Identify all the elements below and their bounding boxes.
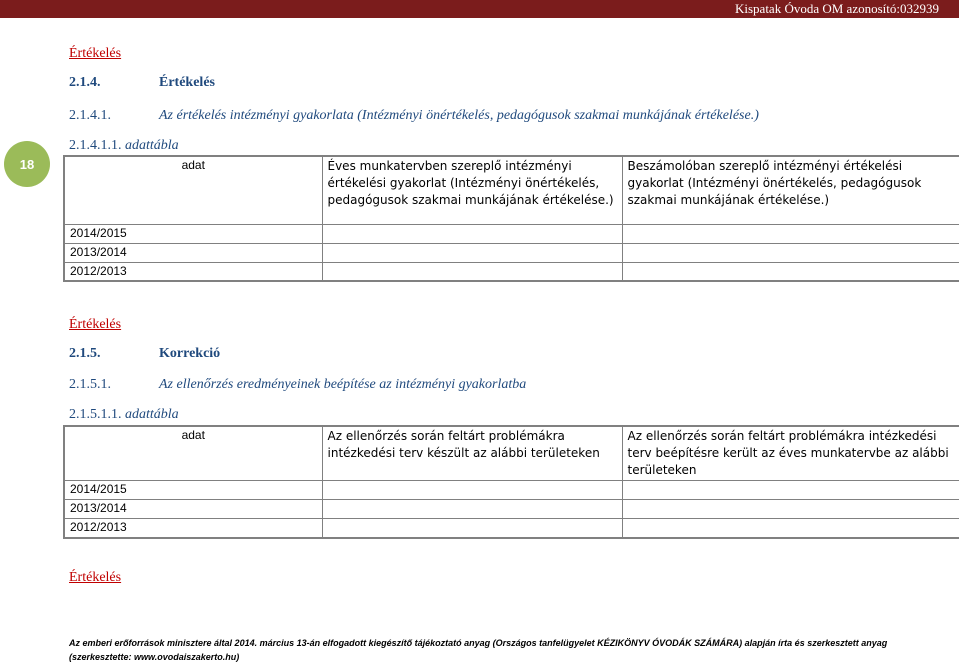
column-header-1: Az ellenőrzés során feltárt problémákra intézkedési terv készült az alábbi területeken	[322, 426, 622, 481]
table-caption-1	[69, 138, 179, 154]
table-caption-2	[69, 407, 179, 423]
table-caption-label: adattábla	[125, 407, 179, 422]
table-cell[interactable]	[622, 500, 959, 519]
corner-cell: adat	[64, 426, 322, 481]
column-header-2: Az ellenőrzés során feltárt problémákra intézkedési terv beépítésre került az éves munkatervbe az alábbi területeken	[622, 426, 959, 481]
table-row	[64, 500, 959, 519]
heading-number: 2.1.4.	[69, 75, 101, 90]
heading-number: 2.1.5.	[69, 346, 101, 361]
row-label: 2012/2013	[64, 262, 322, 281]
subheading-number: 2.1.5.1.	[69, 377, 111, 392]
table-caption-label: adattábla	[125, 138, 179, 153]
table-cell[interactable]	[622, 519, 959, 538]
ertekeles-link-2[interactable]: Értékelés	[69, 317, 122, 332]
table-row	[64, 481, 959, 500]
table-row	[64, 243, 959, 262]
table-cell[interactable]	[322, 224, 622, 243]
row-label: 2014/2015	[64, 481, 322, 500]
table-row	[64, 224, 959, 243]
page-number: 18	[19, 156, 35, 172]
page-number-badge	[4, 141, 50, 187]
table-header-row	[64, 156, 959, 224]
ertekeles-link-1[interactable]: Értékelés	[69, 46, 122, 61]
heading-title: Értékelés	[159, 75, 215, 90]
table-cell[interactable]	[622, 243, 959, 262]
heading-title: Korrekció	[159, 346, 221, 361]
table-cell[interactable]	[322, 500, 622, 519]
table-cell[interactable]	[322, 243, 622, 262]
subheading-number: 2.1.4.1.	[69, 108, 111, 123]
table-cell[interactable]	[322, 519, 622, 538]
table-cell[interactable]	[322, 262, 622, 281]
data-table-1	[63, 155, 959, 282]
subsection-heading-2-1-5-1	[69, 377, 526, 393]
row-label: 2013/2014	[64, 243, 322, 262]
column-header-2: Beszámolóban szereplő intézményi értékelési gyakorlat (Intézményi önértékelés, pedagógusok szakmai munkájának értékelése.)	[622, 156, 959, 224]
row-label: 2012/2013	[64, 519, 322, 538]
subsection-heading-2-1-4-1	[69, 108, 759, 124]
row-label: 2013/2014	[64, 500, 322, 519]
column-header-1: Éves munkatervben szereplő intézményi értékelési gyakorlat (Intézményi önértékelés, pedagógusok szakmai munkájának értékelése.)	[322, 156, 622, 224]
table-cell[interactable]	[622, 481, 959, 500]
table-caption-number: 2.1.5.1.1.	[69, 407, 122, 422]
table-header-row	[64, 426, 959, 481]
subheading-title: Az ellenőrzés eredményeinek beépítése az intézményi gyakorlatba	[159, 377, 527, 392]
table-row	[64, 262, 959, 281]
table-cell[interactable]	[622, 262, 959, 281]
header-school-name: Kispatak Óvoda OM azonosító:032939	[734, 1, 939, 16]
section-heading-2-1-5	[69, 346, 220, 362]
table-cell[interactable]	[622, 224, 959, 243]
ertekeles-link-3[interactable]: Értékelés	[69, 570, 122, 585]
document-footer: Az emberi erőforrások minisztere által 2014. március 13-án elfogadott kiegészítő tájékoztató anyag (Országos tanfelügyelet KÉZIKÖNYV ÓVODÁK SZÁMÁRA) alapján írta és szerkesztett anyag (szerkesztette: www.ovodaiszakerto.hu)	[69, 638, 888, 662]
table-row	[64, 519, 959, 538]
section-heading-2-1-4	[69, 75, 215, 91]
subheading-title: Az értékelés intézményi gyakorlata (Intézményi önértékelés, pedagógusok szakmai munkájának értékelése.)	[159, 108, 759, 123]
corner-cell: adat	[64, 156, 322, 224]
table-caption-number: 2.1.4.1.1.	[69, 138, 122, 153]
data-table-2	[63, 425, 959, 539]
table-cell[interactable]	[322, 481, 622, 500]
row-label: 2014/2015	[64, 224, 322, 243]
document-header	[0, 0, 959, 18]
